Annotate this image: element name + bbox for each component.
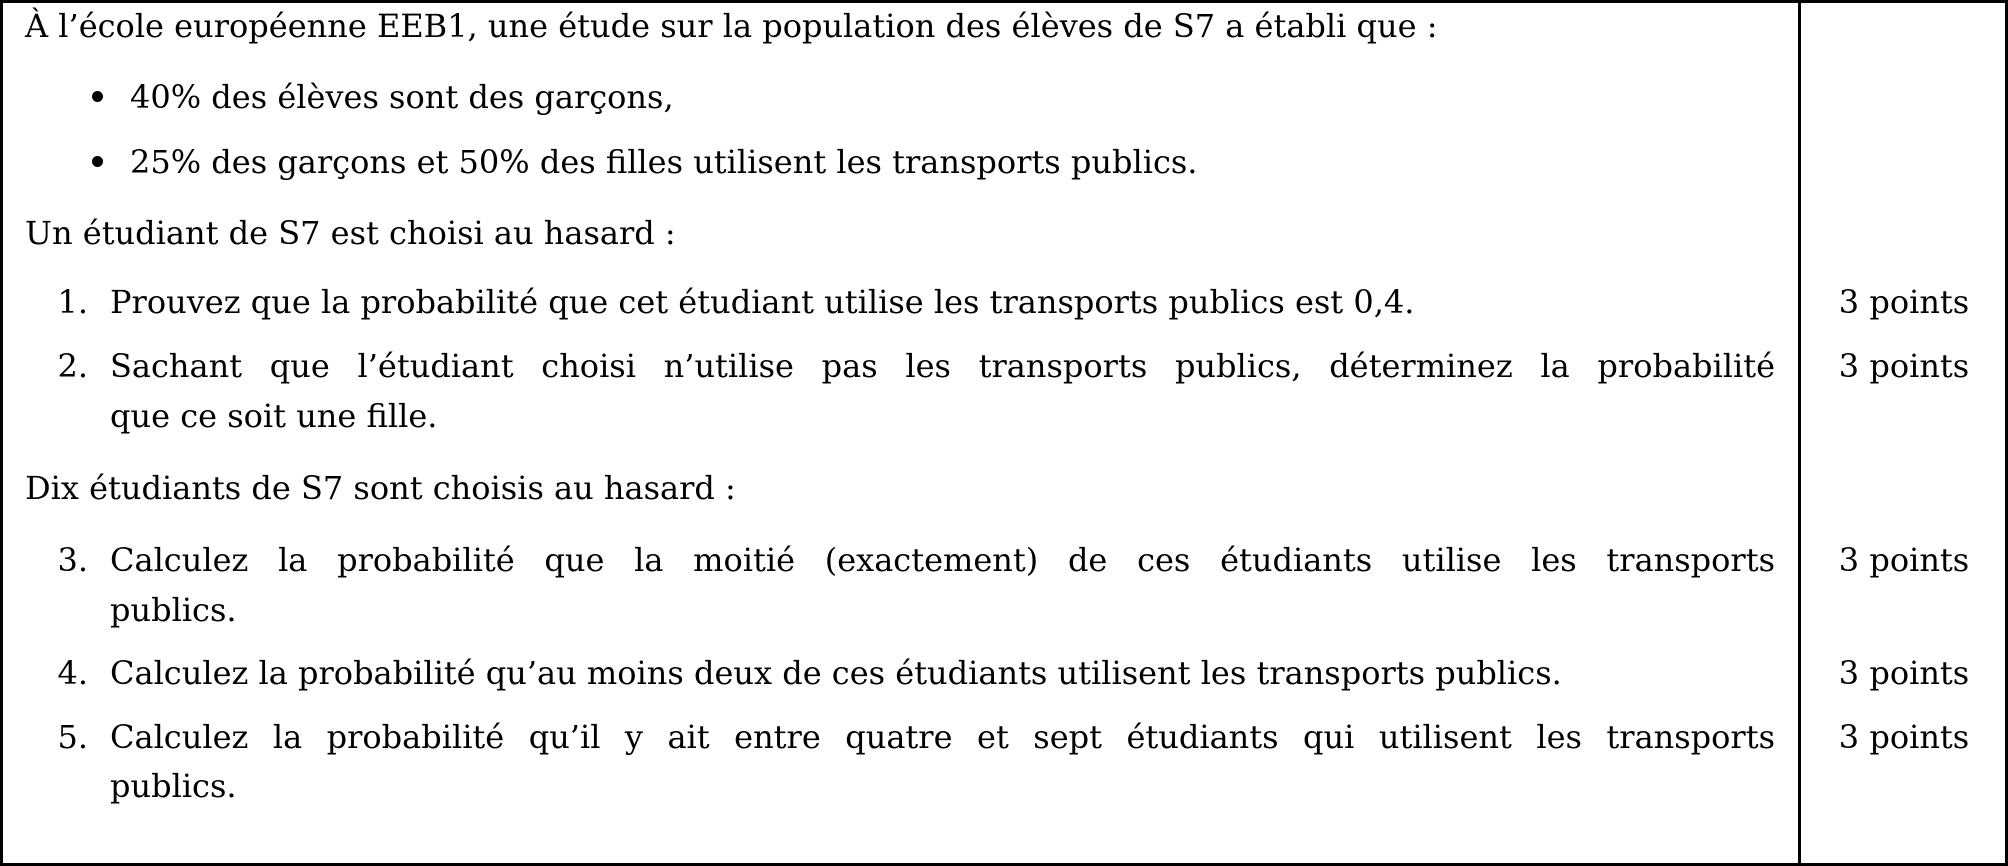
question-2-points: 3 points [1838, 347, 1970, 385]
question-5-number: 5. [57, 718, 88, 756]
question-2-number: 2. [57, 347, 88, 385]
intro-text: À l’école européenne EEB1, une étude sur la population des élèves de S7 a établi que : [25, 7, 1438, 45]
question-3-text-line2: publics. [110, 591, 237, 629]
question-3-text-line1: Calculez la probabilité que la moitié (exactement) de ces étudiants utilise les transports [110, 541, 1775, 579]
question-4-text: Calculez la probabilité qu’au moins deux de ces étudiants utilisent les transports publics. [110, 654, 1562, 692]
part1-lead: Un étudiant de S7 est choisi au hasard : [25, 214, 676, 252]
bullet-icon [92, 91, 103, 102]
question-3-points: 3 points [1838, 541, 1970, 579]
question-3-number: 3. [57, 541, 88, 579]
question-2-text-line2: que ce soit une fille. [110, 397, 438, 435]
fact-transport-usage: 25% des garçons et 50% des filles utilisent les transports publics. [130, 143, 1198, 181]
question-4-points: 3 points [1838, 654, 1970, 692]
fact-boys-share: 40% des élèves sont des garçons, [130, 78, 674, 116]
question-1-text: Prouvez que la probabilité que cet étudiant utilise les transports publics est 0,4. [110, 283, 1415, 321]
part2-lead: Dix étudiants de S7 sont choisis au hasard : [25, 469, 736, 507]
points-column-divider [1798, 0, 1801, 866]
question-5-text-line2: publics. [110, 767, 237, 805]
question-5-text-line1: Calculez la probabilité qu’il y ait entre quatre et sept étudiants qui utilisent les transports [110, 718, 1775, 756]
question-1-number: 1. [57, 283, 88, 321]
question-1-points: 3 points [1838, 283, 1970, 321]
question-2-text-line1: Sachant que l’étudiant choisi n’utilise pas les transports publics, déterminez la probabilité [110, 347, 1775, 385]
question-4-number: 4. [57, 654, 88, 692]
question-5-points: 3 points [1838, 718, 1970, 756]
bullet-icon [92, 156, 103, 167]
